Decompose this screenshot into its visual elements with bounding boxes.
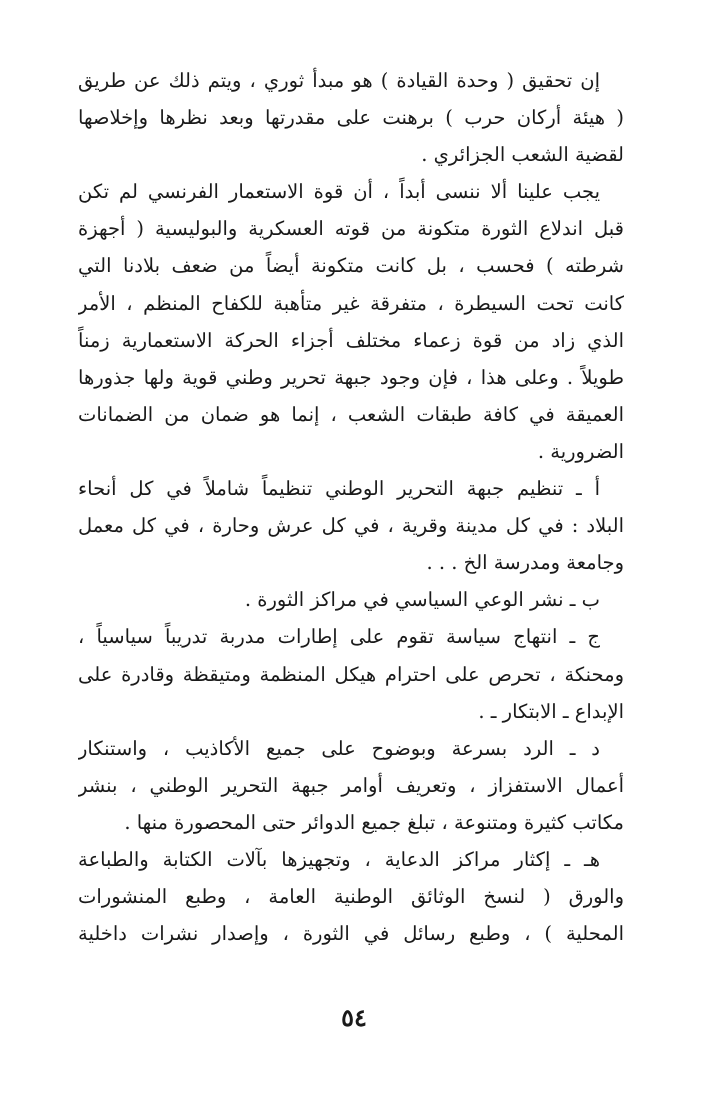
text-line: مكاتب كثيرة ومتنوعة ، تبلغ جميع الدوائر حتى المحصورة منها . [124, 810, 624, 834]
text-line: لقضية الشعب الجزائري . [421, 143, 624, 167]
text-line: ( هيئة أركان حرب ) برهنت على مقدرتها وبعد نظرها وإخلاصها [78, 106, 624, 130]
text-line: الإبداع ـ الابتكار ـ . [478, 699, 624, 723]
text-line: د ـ الرد بسرعة وبوضوح على جميع الأكاذيب ، واستنكار [78, 736, 600, 760]
text-line: يجب علينا ألا ننسى أبداً ، أن قوة الاستعمار الفرنسي لم تكن [78, 180, 600, 204]
text-line: ب ـ نشر الوعي السياسي في مراكز الثورة . [244, 588, 600, 612]
text-line: المحلية ) ، وطبع رسائل في الثورة ، وإصدار نشرات داخلية [78, 922, 624, 946]
text-line: هـ ـ إكثار مراكز الدعاية ، وتجهيزها بآلات الكتابة والطباعة [78, 847, 600, 871]
text-line: العميقة في كافة طبقات الشعب ، إنما هو ضمان من الضمانات [78, 402, 624, 426]
text-line: والورق ( لنسخ الوثائق الوطنية العامة ، وطبع المنشورات [78, 885, 624, 909]
text-line: وجامعة ومدرسة الخ . . . [426, 551, 624, 575]
text-line: ومحنكة ، تحرص على احترام هيكل المنظمة ومتيقظة وقادرة على [78, 662, 624, 686]
text-line: قبل اندلاع الثورة متكونة من قوته العسكرية والبوليسية ( أجهزة [78, 217, 624, 241]
text-line: البلاد : في كل مدينة وقرية ، في كل عرش وحارة ، في كل معمل [78, 514, 624, 538]
page-number: ٥٤ [341, 1003, 367, 1032]
text-line: طويلاً . وعلى هذا ، فإن وجود جبهة تحرير وطني قوية ولها جذورها [78, 365, 624, 389]
text-line: أعمال الاستفزاز ، وتعريف أوامر جبهة التحرير الوطني ، بنشر [78, 773, 624, 797]
text-line: أ ـ تنظيم جبهة التحرير الوطني تنظيماً شاملاً في كل أنحاء [78, 477, 600, 501]
text-line: شرطته ) فحسب ، بل كانت متكونة أيضاً من ضعف بلادنا التي [78, 254, 624, 278]
document-body [78, 62, 624, 1022]
text-line: الضرورية . [537, 439, 624, 463]
text-line: كانت تحت السيطرة ، متفرقة غير متأهبة للكفاح المنظم ، الأمر [78, 291, 624, 315]
text-line: الذي زاد من قوة زعماء مختلف أجزاء الحركة الاستعمارية زمناً [78, 328, 624, 352]
text-line: ج ـ انتهاج سياسة تقوم على إطارات مدربة تدريباً سياسياً ، [78, 625, 600, 649]
text-line: إن تحقيق ( وحدة القيادة ) هو مبدأ ثوري ، ويتم ذلك عن طريق [78, 69, 600, 92]
